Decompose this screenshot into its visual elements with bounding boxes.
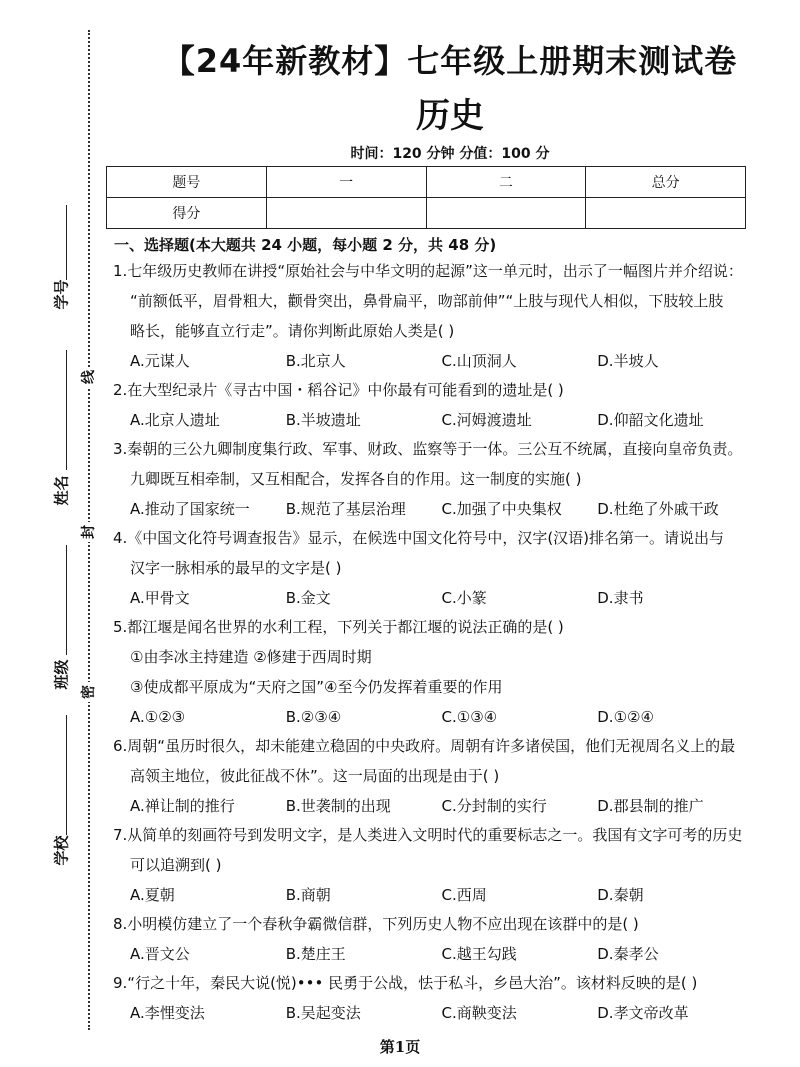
options-row	[113, 791, 753, 821]
option-b[interactable]: B.北京人	[285, 352, 346, 370]
option-a[interactable]: A.夏朝	[130, 886, 175, 904]
options-row	[113, 880, 753, 910]
option-d[interactable]: D.秦朝	[597, 886, 644, 904]
score-cell-label: 题号	[107, 167, 267, 198]
question-statement: ①由李冰主持建造 ②修建于西周时期	[130, 648, 372, 666]
option-a[interactable]: A.北京人遗址	[130, 411, 220, 429]
option-a[interactable]: A.甲骨文	[130, 589, 190, 607]
question-text: “前额低平，眉骨粗大，颧骨突出，鼻骨扁平，吻部前伸”“上肢与现代人相似，下肢较上肢	[130, 292, 724, 310]
question-text: 高领主地位，彼此征战不休”。这一局面的出现是由于( )	[130, 767, 500, 785]
options-row	[113, 702, 753, 732]
question-6	[113, 731, 753, 821]
score-table	[106, 166, 746, 229]
score-table-score-row	[107, 198, 746, 229]
option-d[interactable]: D.半坡人	[597, 352, 659, 370]
option-b[interactable]: B.②③④	[285, 708, 342, 726]
options-row	[113, 939, 753, 969]
student-id-line	[66, 205, 67, 280]
question-text: 5.都江堰是闻名世界的水利工程，下列关于都江堰的说法正确的是( )	[113, 618, 564, 636]
option-d[interactable]: D.①②④	[597, 708, 654, 726]
option-d[interactable]: D.郡县制的推广	[597, 797, 704, 815]
binding-margin	[0, 0, 100, 1067]
options-row	[113, 346, 753, 376]
question-text: 略长，能够直立行走”。请你判断此原始人类是( )	[130, 322, 455, 340]
question-7	[113, 820, 753, 910]
question-text: 2.在大型纪录片《寻古中国・稻谷记》中你最有可能看到的遗址是( )	[113, 381, 564, 399]
question-text: 7.从简单的刻画符号到发明文字，是人类进入文明时代的重要标志之一。我国有文字可考的历史	[113, 826, 743, 844]
question-text: 3.秦朝的三公九卿制度集行政、军事、财政、监察等于一体。三公互不统属，直接向皇帝负责。	[113, 440, 743, 458]
option-a[interactable]: A.推动了国家统一	[130, 500, 250, 518]
option-c[interactable]: C.①③④	[441, 708, 498, 726]
question-text: 8.小明模仿建立了一个春秋争霸微信群，下列历史人物不应出现在该群中的是( )	[113, 915, 639, 933]
page-number: 第1页	[379, 1038, 421, 1056]
option-c[interactable]: C.山顶洞人	[441, 352, 517, 370]
option-d[interactable]: D.杜绝了外戚干政	[597, 500, 719, 518]
score-input-total[interactable]	[586, 198, 746, 229]
option-d[interactable]: D.仰韶文化遗址	[597, 411, 704, 429]
question-5	[113, 612, 753, 732]
option-b[interactable]: B.吴起变法	[285, 1004, 361, 1022]
option-c[interactable]: C.商鞅变法	[441, 1004, 517, 1022]
school-label: 学校	[52, 835, 71, 866]
score-input-part1[interactable]	[266, 198, 426, 229]
question-statement: ③使成都平原成为“天府之国”④至今仍发挥着重要的作用	[130, 678, 503, 696]
seal-word-mi: 密	[78, 682, 98, 702]
option-a[interactable]: A.禅让制的推行	[130, 797, 235, 815]
score-cell-part2: 二	[426, 167, 586, 198]
question-2	[113, 375, 753, 435]
question-4	[113, 523, 753, 613]
option-b[interactable]: B.半坡遗址	[285, 411, 361, 429]
option-c[interactable]: C.越王勾践	[441, 945, 517, 963]
exam-info: 时间：120 分钟 分值：100 分	[350, 146, 550, 162]
exam-title: 【24年新教材】七年级上册期末测试卷	[162, 42, 738, 80]
option-b[interactable]: B.世袭制的出现	[285, 797, 391, 815]
question-text: 可以追溯到( )	[130, 856, 222, 874]
option-a[interactable]: A.①②③	[130, 708, 186, 726]
class-line	[66, 545, 67, 655]
question-text: 4.《中国文化符号调查报告》显示，在候选中国文化符号中，汉字(汉语)排名第一。请说出与	[113, 529, 725, 547]
score-cell-part1: 一	[266, 167, 426, 198]
option-d[interactable]: D.秦孝公	[597, 945, 659, 963]
option-d[interactable]: D.孝文帝改革	[597, 1004, 689, 1022]
option-b[interactable]: B.楚庄王	[285, 945, 346, 963]
score-input-part2[interactable]	[426, 198, 586, 229]
options-row	[113, 494, 753, 524]
question-9	[113, 968, 753, 1028]
question-text: 九卿既互相牵制，又互相配合，发挥各自的作用。这一制度的实施( )	[130, 470, 582, 488]
option-d[interactable]: D.隶书	[597, 589, 644, 607]
question-text: 9.“行之十年，秦民大说(悦)••• 民勇于公战，怯于私斗，乡邑大治”。该材料反映的是( )	[113, 974, 698, 992]
option-b[interactable]: B.规范了基层治理	[285, 500, 406, 518]
score-table-header-row	[107, 167, 746, 198]
question-text: 6.周朝“虽历时很久，却未能建立稳固的中央政府。周朝有许多诸侯国，他们无视周名义上的最	[113, 737, 736, 755]
question-3	[113, 434, 753, 524]
option-c[interactable]: C.分封制的实行	[441, 797, 547, 815]
options-row	[113, 405, 753, 435]
options-row	[113, 998, 753, 1028]
question-text: 1.七年级历史教师在讲授“原始社会与中华文明的起源”这一单元时，出示了一幅图片并介绍说：	[113, 262, 743, 280]
exam-subject: 历史	[416, 96, 484, 136]
question-1	[113, 256, 753, 376]
name-label: 姓名	[52, 475, 71, 506]
seal-word-xian: 线	[78, 367, 98, 387]
class-label: 班级	[52, 659, 71, 690]
option-c[interactable]: C.西周	[441, 886, 487, 904]
name-line	[66, 350, 67, 470]
seal-word-feng: 封	[78, 522, 98, 542]
option-b[interactable]: B.金文	[285, 589, 331, 607]
score-cell-total: 总分	[586, 167, 746, 198]
options-row	[113, 583, 753, 613]
section-title: 一、选择题(本大题共 24 小题，每小题 2 分，共 48 分)	[114, 236, 497, 254]
option-a[interactable]: A.元谋人	[130, 352, 190, 370]
option-c[interactable]: C.小篆	[441, 589, 487, 607]
option-b[interactable]: B.商朝	[285, 886, 331, 904]
option-c[interactable]: C.河姆渡遗址	[441, 411, 532, 429]
student-id-label: 学号	[52, 279, 71, 310]
school-line	[66, 715, 67, 835]
score-row-label: 得分	[107, 198, 267, 229]
question-text: 汉字一脉相承的最早的文字是( )	[130, 559, 342, 577]
option-a[interactable]: A.李悝变法	[130, 1004, 205, 1022]
option-a[interactable]: A.晋文公	[130, 945, 190, 963]
option-c[interactable]: C.加强了中央集权	[441, 500, 562, 518]
question-8	[113, 909, 753, 969]
